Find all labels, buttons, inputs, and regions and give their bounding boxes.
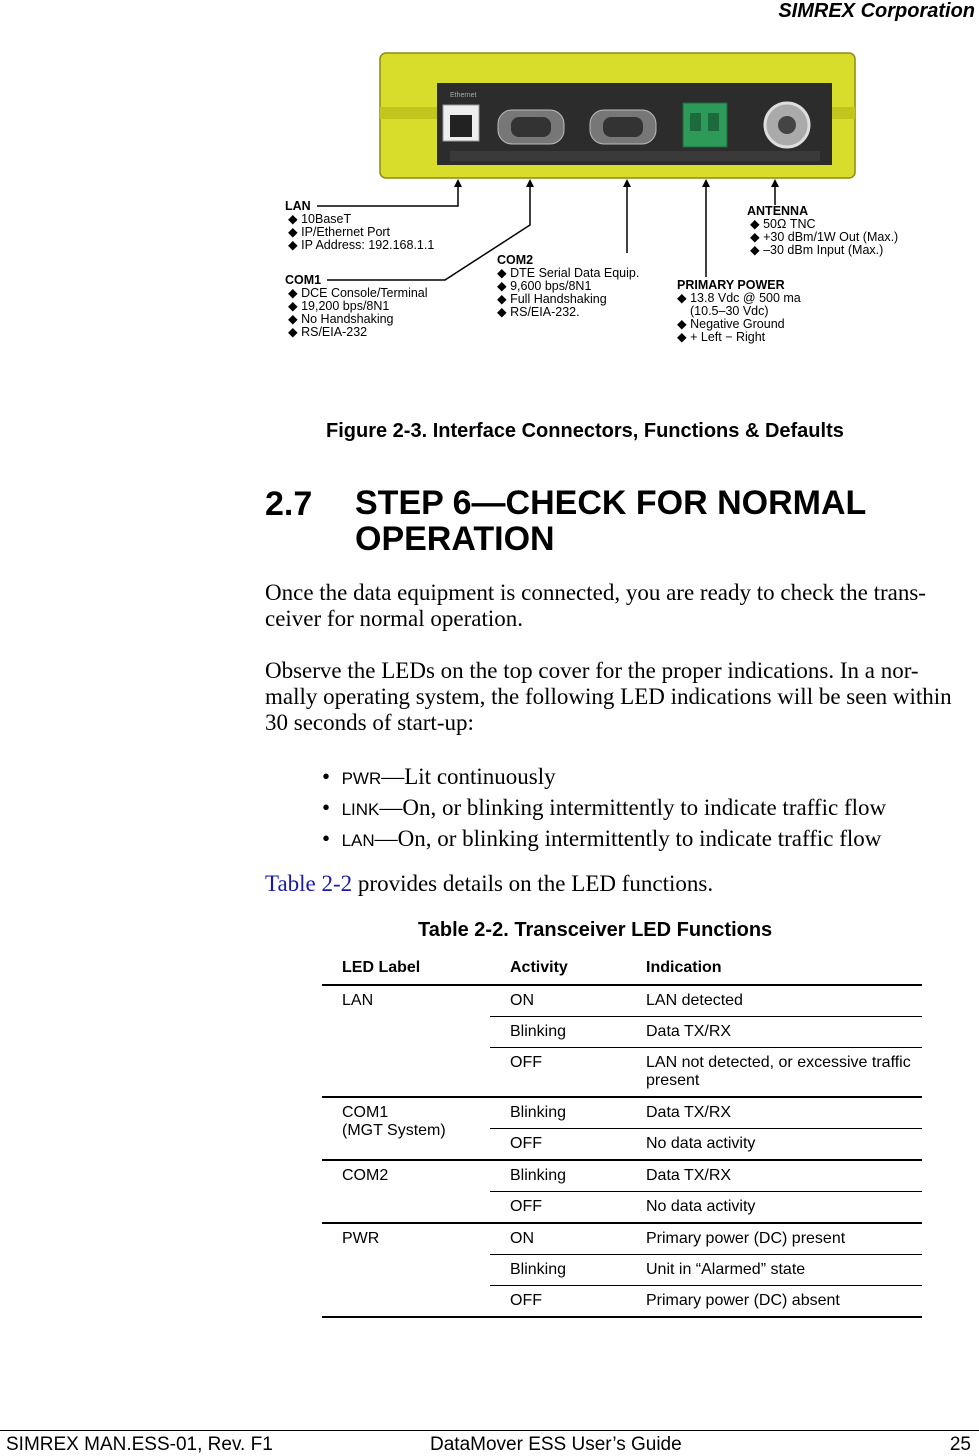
indication-cell: Data TX/RX bbox=[626, 1097, 922, 1129]
antenna-callout-item: ◆ 50Ω TNC bbox=[750, 217, 816, 231]
paragraph-observe: Observe the LEDs on the top cover for the proper indications. In a nor-mally operating system, the following LED indications will be seen within 30 seconds of start-up: bbox=[265, 658, 952, 735]
column-header: LED Label bbox=[322, 953, 490, 985]
indication-cell: Primary power (DC) absent bbox=[626, 1286, 922, 1318]
bullet-label: PWR bbox=[341, 769, 382, 788]
section-title: STEP 6—CHECK FOR NORMAL OPERATION bbox=[355, 484, 866, 558]
table-2-2-link[interactable]: Table 2-2 bbox=[265, 871, 353, 896]
table-row bbox=[322, 1223, 922, 1255]
table-row bbox=[322, 1097, 922, 1129]
antenna-callout-item: ◆ +30 dBm/1W Out (Max.) bbox=[750, 230, 899, 244]
paragraph-intro: Once the data equipment is connected, you are ready to check the trans-ceiver for normal operation. bbox=[265, 580, 926, 631]
table-row bbox=[322, 985, 922, 1017]
indication-cell: LAN detected bbox=[626, 985, 922, 1017]
power-callout-title: PRIMARY POWER bbox=[677, 278, 785, 292]
header-company: SIMREX Corporation bbox=[778, 0, 975, 22]
led-label-cell: COM1 (MGT System) bbox=[322, 1097, 490, 1160]
led-label-cell: COM2 bbox=[322, 1160, 490, 1223]
footer-title: DataMover ESS User’s Guide bbox=[430, 1434, 682, 1455]
indication-cell: Primary power (DC) present bbox=[626, 1223, 922, 1255]
com1-callout-item: ◆ No Handshaking bbox=[288, 312, 394, 326]
bullet-text: —Lit continuously bbox=[381, 764, 556, 789]
panel-label: Ethernet bbox=[450, 92, 477, 99]
com2-callout-item: ◆ 9,600 bps/8N1 bbox=[497, 279, 592, 293]
bullet-text: —On, or blinking intermittently to indicate traffic flow bbox=[379, 795, 887, 820]
section-number: 2.7 bbox=[265, 485, 313, 523]
indication-cell: Data TX/RX bbox=[626, 1160, 922, 1192]
led-label-cell: LAN bbox=[322, 985, 490, 1097]
footer-rule bbox=[0, 1430, 979, 1431]
led-functions-table bbox=[322, 953, 922, 1318]
lan-callout-item: ◆ 10BaseT bbox=[288, 212, 352, 226]
power-callout-item: ◆ Negative Ground bbox=[677, 317, 785, 331]
column-header: Activity bbox=[490, 953, 626, 985]
com1-callout-item: ◆ DCE Console/Terminal bbox=[288, 286, 428, 300]
activity-cell: OFF bbox=[490, 1129, 626, 1161]
antenna-callout-title: ANTENNA bbox=[747, 204, 809, 218]
indication-cell: No data activity bbox=[626, 1129, 922, 1161]
bullet-text: —On, or blinking intermittently to indicate traffic flow bbox=[374, 826, 882, 851]
lan-callout-item: ◆ IP Address: 192.168.1.1 bbox=[288, 238, 435, 252]
bullet-label: LAN bbox=[341, 831, 375, 850]
com1-callout-item: ◆ 19,200 bps/8N1 bbox=[288, 299, 390, 313]
activity-cell: Blinking bbox=[490, 1097, 626, 1129]
com2-callout-title: COM2 bbox=[497, 253, 534, 267]
com1-callout-title: COM1 bbox=[285, 273, 322, 287]
power-terminal bbox=[683, 103, 727, 147]
com2-callout-item: ◆ RS/EIA-232. bbox=[497, 305, 580, 319]
activity-cell: OFF bbox=[490, 1286, 626, 1318]
indication-cell: Data TX/RX bbox=[626, 1017, 922, 1048]
indication-cell: Unit in “Alarmed” state bbox=[626, 1255, 922, 1286]
led-label-cell: PWR bbox=[322, 1223, 490, 1317]
table-reference-paragraph bbox=[265, 871, 970, 897]
indication-cell: No data activity bbox=[626, 1192, 922, 1224]
bullet-item: • LINK—On, or blinking intermittently to indicate traffic flow bbox=[322, 795, 887, 820]
bullet-item: • PWR—Lit continuously bbox=[322, 764, 556, 789]
activity-cell: Blinking bbox=[490, 1160, 626, 1192]
activity-cell: Blinking bbox=[490, 1255, 626, 1286]
table-row bbox=[322, 1160, 922, 1192]
footer-doc-id: SIMREX MAN.ESS-01, Rev. F1 bbox=[6, 1434, 273, 1455]
com2-callout-item: ◆ Full Handshaking bbox=[497, 292, 607, 306]
bullet-item: • LAN—On, or blinking intermittently to indicate traffic flow bbox=[322, 826, 882, 851]
lan-callout-item: ◆ IP/Ethernet Port bbox=[288, 225, 391, 239]
power-callout-item: ◆ 13.8 Vdc @ 500 ma bbox=[677, 291, 801, 305]
com2-callout-item: ◆ DTE Serial Data Equip. bbox=[497, 266, 640, 280]
power-callout-item: ◆ + Left − Right bbox=[677, 330, 766, 344]
activity-cell: ON bbox=[490, 985, 626, 1017]
activity-cell: Blinking bbox=[490, 1017, 626, 1048]
table-caption: Table 2-2. Transceiver LED Functions bbox=[418, 919, 773, 941]
power-callout-item: (10.5–30 Vdc) bbox=[690, 304, 769, 318]
activity-cell: OFF bbox=[490, 1192, 626, 1224]
activity-cell: ON bbox=[490, 1223, 626, 1255]
activity-cell: OFF bbox=[490, 1048, 626, 1098]
column-header: Indication bbox=[626, 953, 922, 985]
footer-page-number: 25 bbox=[949, 1434, 971, 1455]
indication-cell: LAN not detected, or excessive traffic present bbox=[626, 1048, 922, 1098]
lan-callout-title: LAN bbox=[285, 199, 311, 213]
antenna-callout-item: ◆ –30 dBm Input (Max.) bbox=[750, 243, 884, 257]
bullet-label: LINK bbox=[341, 800, 380, 819]
com1-callout-item: ◆ RS/EIA-232 bbox=[288, 325, 368, 339]
reference-text: provides details on the LED functions. bbox=[352, 871, 714, 896]
interface-connectors-figure bbox=[265, 45, 935, 355]
figure-caption: Figure 2-3. Interface Connectors, Functions & Defaults bbox=[326, 420, 844, 442]
